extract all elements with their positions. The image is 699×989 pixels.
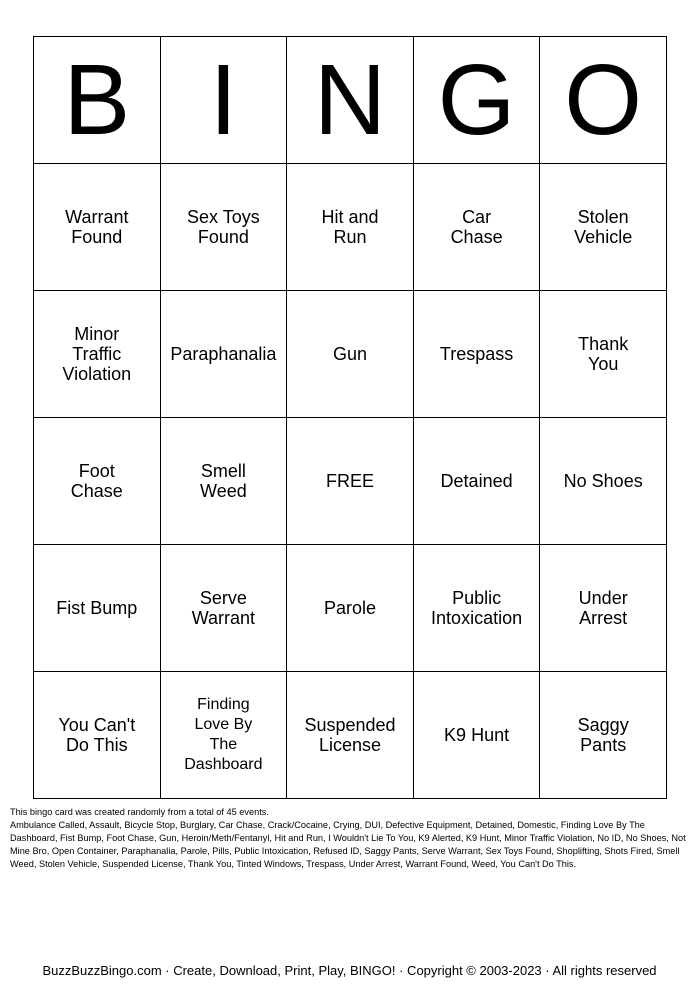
bingo-cell	[413, 291, 540, 418]
cell-text: Finding Love By The Dashboard	[184, 696, 263, 773]
cell-text: K9 Hunt	[444, 725, 510, 745]
cell-text: Suspended License	[304, 715, 396, 755]
cell-text: Foot Chase	[70, 461, 123, 501]
bingo-cell	[34, 418, 161, 545]
bingo-cell	[287, 545, 414, 672]
cell-text: Serve Warrant	[191, 588, 256, 628]
header-letter-b: B	[34, 37, 161, 164]
bingo-cell	[160, 545, 287, 672]
bingo-cell	[540, 545, 667, 672]
cell-text: Car Chase	[450, 207, 503, 247]
bingo-cell	[160, 672, 287, 799]
cell-text: You Can't Do This	[58, 715, 136, 755]
bingo-cell	[34, 545, 161, 672]
cell-text: Detained	[440, 471, 513, 491]
bingo-cell	[540, 164, 667, 291]
header-letter-n: N	[287, 37, 414, 164]
cell-text: Sex Toys Found	[187, 207, 260, 247]
bingo-cell	[160, 164, 287, 291]
bingo-row-4	[34, 545, 667, 672]
bingo-row-2	[34, 291, 667, 418]
bingo-cell	[540, 418, 667, 545]
description-event-list: Ambulance Called, Assault, Bicycle Stop, Burglary, Car Chase, Crack/Cocaine, Crying, DUI, Defective Equipment, Detained, Domestic, Finding Love By The Dashboard, Fist Bump, Foot Chase, Gun, Heroin/Meth/Fentanyl, Hit and Run, I Wouldn't Lie To You, K9 Alerted, K9 Hunt, Minor Traffic Violation, No ID, No Shoes, Not Mine Bro, Open Container, Paraphanalia, Parole, Pills, Public Intoxication, Refused ID, Saggy Pants, Serve Warrant, Sex Toys Found, Shoplifting, Shots Fired, Smell Weed, Stolen Vehicle, Suspended License, Thank You, Tinted Windows, Trespass, Under Arrest, Warrant Found, Weed, You Can't Do This.	[10, 820, 686, 869]
cell-text: Trespass	[439, 344, 514, 364]
description-intro: This bingo card was created randomly from a total of 45 events.	[10, 807, 269, 817]
bingo-cell	[540, 672, 667, 799]
cell-text: Minor Traffic Violation	[62, 324, 132, 384]
bingo-cell	[413, 672, 540, 799]
cell-text: Paraphanalia	[170, 344, 277, 364]
bingo-row-3	[34, 418, 667, 545]
bingo-cell	[160, 418, 287, 545]
footer-copyright: BuzzBuzzBingo.com · Create, Download, Print, Play, BINGO! · Copyright © 2003-2023 · All rights reserved	[42, 963, 657, 978]
cell-text: No Shoes	[563, 471, 643, 491]
cell-text: Parole	[323, 598, 376, 618]
bingo-cell	[413, 164, 540, 291]
cell-text: Smell Weed	[200, 461, 247, 501]
bingo-cell	[413, 418, 540, 545]
cell-text: Gun	[332, 344, 367, 364]
cell-text: FREE	[325, 471, 374, 491]
free-space	[287, 418, 414, 545]
bingo-cell	[287, 291, 414, 418]
cell-text: Public Intoxication	[431, 588, 523, 628]
cell-text: Hit and Run	[321, 207, 379, 247]
cell-text: Saggy Pants	[577, 715, 629, 755]
bingo-cell	[34, 672, 161, 799]
cell-text: Under Arrest	[578, 588, 628, 628]
bingo-cell	[34, 164, 161, 291]
cell-text: Fist Bump	[56, 598, 138, 618]
bingo-cell	[34, 291, 161, 418]
bingo-header-row	[34, 37, 667, 164]
bingo-cell	[160, 291, 287, 418]
bingo-card	[33, 36, 667, 799]
bingo-cell	[413, 545, 540, 672]
header-letter-g: G	[413, 37, 540, 164]
cell-text: Warrant Found	[65, 207, 129, 247]
bingo-cell	[287, 164, 414, 291]
header-letter-o: O	[540, 37, 667, 164]
bingo-cell	[540, 291, 667, 418]
bingo-cell	[287, 672, 414, 799]
cell-text: Thank You	[578, 334, 629, 374]
header-letter-i: I	[160, 37, 287, 164]
card-description	[10, 806, 692, 871]
bingo-row-5	[34, 672, 667, 799]
bingo-row-1	[34, 164, 667, 291]
cell-text: Stolen Vehicle	[574, 207, 633, 247]
